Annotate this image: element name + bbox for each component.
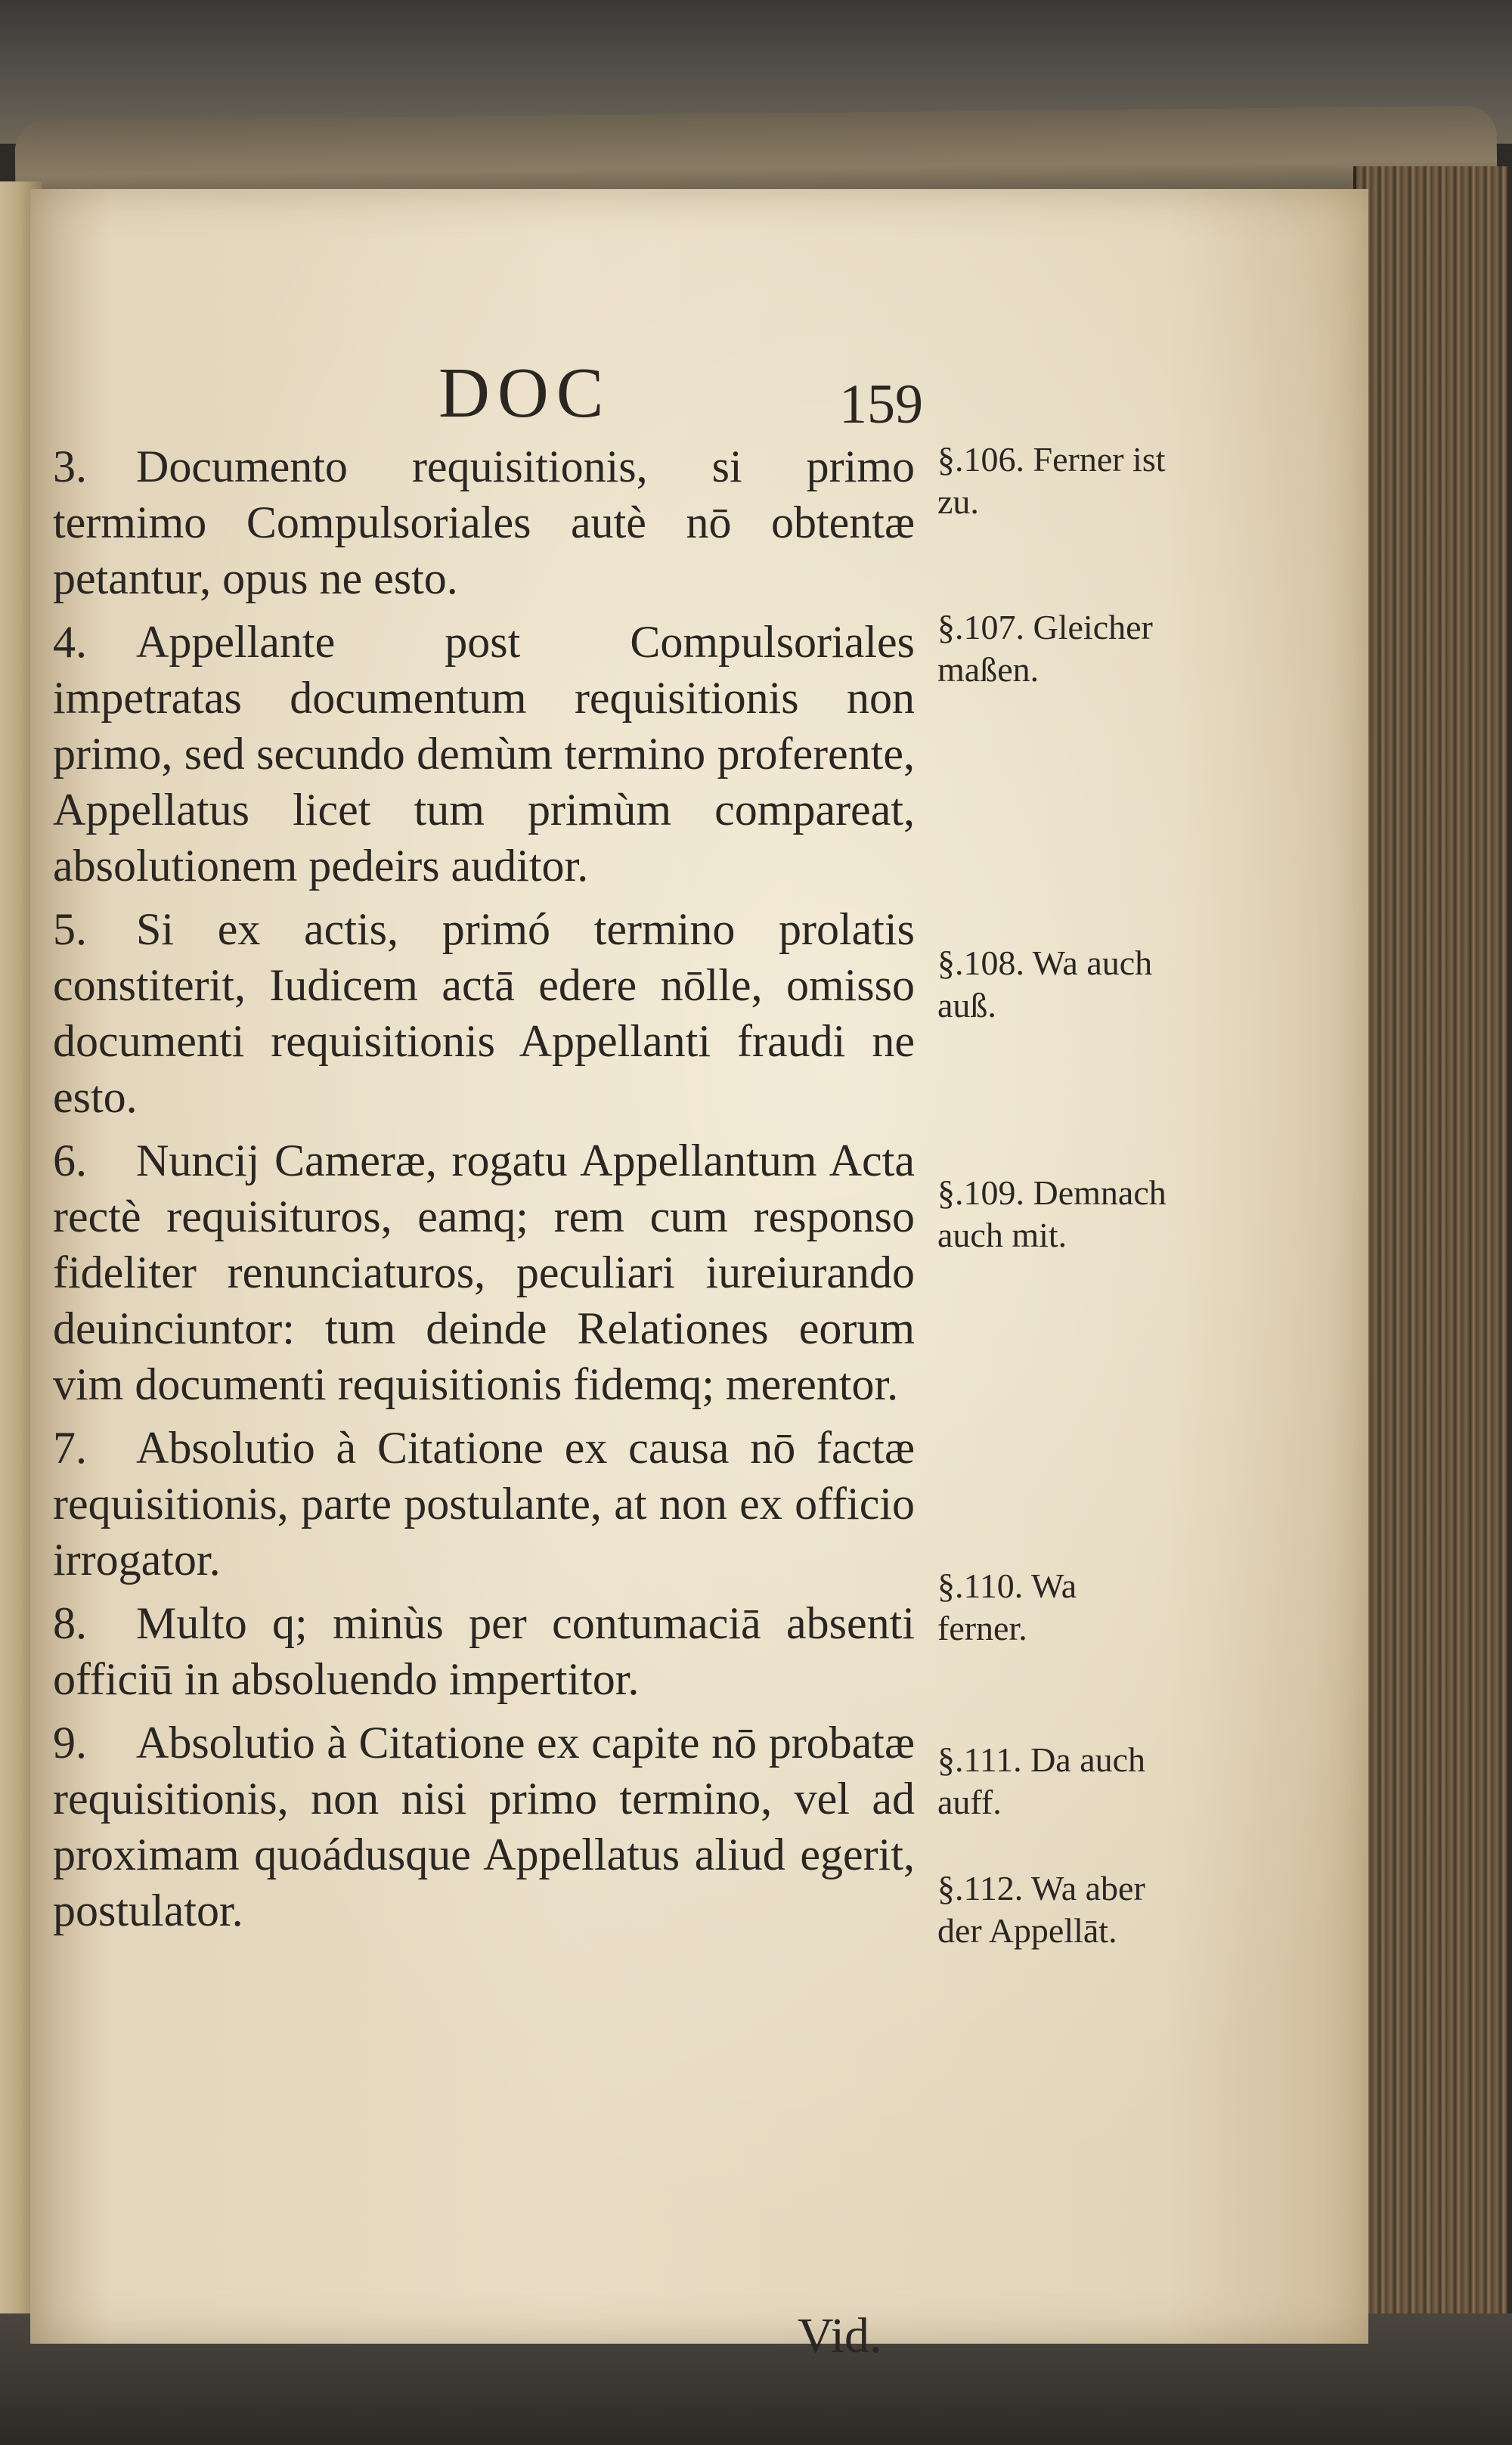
- paragraph-number: 3.: [53, 442, 87, 491]
- paragraph-text: Absolutio à Citatione ex causa nō factæ requisitionis, parte postulante, at non ex officio irrogator.: [53, 1423, 915, 1585]
- paragraph-3: [53, 438, 915, 606]
- paragraph-7: [53, 1420, 915, 1588]
- paragraph-text: Absolutio à Citatione ex capite nō probatæ requisitionis, non nisi primo termino, vel ad proximam quoádusque Appellatus aliud egerit, postulator.: [53, 1718, 915, 1935]
- margin-note-112: §.112. Wa aber der Appellāt.: [937, 1869, 1145, 1950]
- paragraph-number: 8.: [53, 1598, 87, 1648]
- book-page-edges: [1353, 166, 1507, 2351]
- margin-note-108: §.108. Wa auch auß.: [937, 944, 1153, 1024]
- paragraph-number: 6.: [53, 1136, 87, 1185]
- paragraph-5: [53, 901, 915, 1125]
- margin-note-106: §.106. Ferner ist zu.: [937, 440, 1166, 521]
- body-column: [53, 438, 915, 1946]
- margin-note-109: §.109. Demnach auch mit.: [937, 1173, 1167, 1254]
- margin-note-107: §.107. Gleicher maßen.: [937, 608, 1153, 689]
- margin-note-110: §.110. Wa ferner.: [937, 1566, 1077, 1647]
- paragraph-6: [53, 1133, 915, 1412]
- margin-note-111: §.111. Da auch auff.: [937, 1740, 1146, 1821]
- page-header: [53, 348, 937, 438]
- paragraph-8: [53, 1595, 915, 1707]
- page-text-block: [53, 348, 1338, 2363]
- page-number: 159: [839, 373, 923, 435]
- paragraph-9: [53, 1715, 915, 1938]
- paragraph-number: 5.: [53, 904, 87, 954]
- paragraph-number: 9.: [53, 1718, 87, 1768]
- paragraph-number: 7.: [53, 1423, 87, 1473]
- paragraph-4: [53, 614, 915, 894]
- paragraph-text: Appellante post Compulsoriales impetratas documentum requisitionis non primo, sed secundo demùm termino proferente, Appellatus licet tum primùm compareat, absolutionem pedeirs auditor.: [53, 617, 915, 891]
- catchword: Vid.: [798, 2308, 882, 2363]
- paragraph-text: Documento requisitionis, si primo termimo Compulsoriales autè nō obtentæ petantur, opus ne esto.: [53, 442, 915, 603]
- paragraph-text: Multo q; minùs per contumaciā absenti officiū in absoluendo impertitor.: [53, 1598, 915, 1704]
- paragraph-text: Nuncij Cameræ, rogatu Appellantum Acta rectè requisituros, eamq; rem cum responso fideliter renunciaturos, peculiari iureiurando deuinciuntor: tum deinde Relationes eorum vim documenti requisitionis fidemq; merentor.: [53, 1136, 915, 1409]
- paragraph-text: Si ex actis, primó termino prolatis constiterit, Iudicem actā edere nōlle, omisso documenti requisitionis Appellanti fraudi ne esto.: [53, 904, 915, 1122]
- paragraph-number: 4.: [53, 617, 87, 667]
- running-head: DOC: [438, 354, 612, 432]
- book-page: [30, 189, 1368, 2363]
